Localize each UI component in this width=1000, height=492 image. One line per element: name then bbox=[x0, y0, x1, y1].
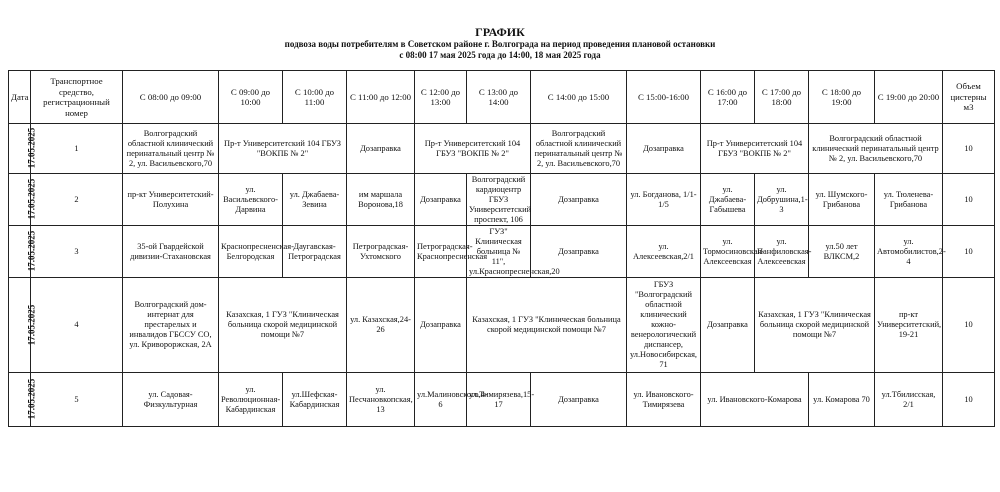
schedule-cell: Казахская, 1 ГУЗ "Клиническая больница скорой медицинской помощи №7 bbox=[755, 278, 875, 373]
vehicle-number-cell: 4 bbox=[31, 278, 123, 373]
schedule-cell: Дозаправка bbox=[531, 373, 627, 427]
schedule-cell: ул. Ивановского-Тимирязева bbox=[627, 373, 701, 427]
schedule-cell: ул. Революционная-Кабардинская bbox=[219, 373, 283, 427]
schedule-cell: Дозаправка bbox=[627, 124, 701, 174]
date-cell: 17.05.2025 bbox=[9, 373, 31, 427]
vehicle-number-cell: 1 bbox=[31, 124, 123, 174]
header-time-1920: С 19:00 до 20:00 bbox=[875, 71, 943, 124]
schedule-cell: ул. Алексеевская,2/1 bbox=[627, 226, 701, 278]
schedule-cell: ул. Панфиловская-Алексеевская bbox=[755, 226, 809, 278]
schedule-cell: Волгоградский областной клинический перинатальный центр № 2, ул. Васильевского,70 bbox=[123, 124, 219, 174]
volume-cell: 10 bbox=[943, 174, 995, 226]
header-time-1314: С 13:00 до 14:00 bbox=[467, 71, 531, 124]
header-date: Дата bbox=[9, 71, 31, 124]
table-row bbox=[9, 124, 995, 174]
table-header-row bbox=[9, 71, 995, 124]
schedule-cell: ул. Комарова 70 bbox=[809, 373, 875, 427]
header-time-0809: С 08:00 до 09:00 bbox=[123, 71, 219, 124]
date-cell: 17.05.2025 bbox=[9, 124, 31, 174]
document-period: с 08:00 17 мая 2025 года до 14:00, 18 мая 2025 года bbox=[399, 50, 601, 60]
schedule-cell: пр-кт Университетский, 19-21 bbox=[875, 278, 943, 373]
schedule-cell: ул. Добрушина,1-3 bbox=[755, 174, 809, 226]
schedule-cell: Дозаправка bbox=[531, 226, 627, 278]
schedule-cell: им маршала Воронова,18 bbox=[347, 174, 415, 226]
schedule-cell: ул.Тимирязева,15-17 bbox=[467, 373, 531, 427]
schedule-cell: ул. Тормосиновская-Алексеевская bbox=[701, 226, 755, 278]
schedule-cell: Петроградская-Ухтомского bbox=[347, 226, 415, 278]
header-time-1213: С 12:00 до 13:00 bbox=[415, 71, 467, 124]
header-time-1112: С 11:00 до 12:00 bbox=[347, 71, 415, 124]
schedule-cell: Дозаправка bbox=[415, 174, 467, 226]
schedule-cell: 35-ой Гвардейской дивизии-Стахановская bbox=[123, 226, 219, 278]
volume-cell: 10 bbox=[943, 226, 995, 278]
schedule-cell: Пр-т Университетский 104 ГБУЗ "ВОКПБ № 2" bbox=[701, 124, 809, 174]
schedule-cell: Волгоградский кардиоцентр ГБУЗ Университетский проспект, 106 bbox=[467, 174, 531, 226]
schedule-cell: ул. Богданова, 1/1-1/5 bbox=[627, 174, 701, 226]
table-row bbox=[9, 226, 995, 278]
schedule-cell: Волгоградский областной клинический перинатальный центр № 2, ул. Васильевского,70 bbox=[531, 124, 627, 174]
schedule-cell: Казахская, 1 ГУЗ "Клиническая больница скорой медицинской помощи №7 bbox=[467, 278, 627, 373]
volume-cell: 10 bbox=[943, 373, 995, 427]
header-time-1011: С 10:00 до 11:00 bbox=[283, 71, 347, 124]
volume-cell: 10 bbox=[943, 124, 995, 174]
header-time-1819: С 18:00 до 19:00 bbox=[809, 71, 875, 124]
schedule-cell: ул. Автомобилистов,2-4 bbox=[875, 226, 943, 278]
header-volume: Объем цистерны м3 bbox=[943, 71, 995, 124]
document-title: ГРАФИК bbox=[475, 25, 525, 39]
schedule-cell: Дозаправка bbox=[415, 278, 467, 373]
header-time-1516: С 15:00-16:00 bbox=[627, 71, 701, 124]
schedule-cell: ул. Казахская,24-26 bbox=[347, 278, 415, 373]
schedule-cell: ул.Тбилисская, 2/1 bbox=[875, 373, 943, 427]
vehicle-number-cell: 3 bbox=[31, 226, 123, 278]
schedule-cell: Петроградская-Краснопресненская bbox=[415, 226, 467, 278]
volume-cell: 10 bbox=[943, 278, 995, 373]
date-cell: 17.05.2025 bbox=[9, 226, 31, 278]
schedule-cell: Дозаправка bbox=[701, 278, 755, 373]
schedule-cell: Краснопресненская-Белгородская bbox=[219, 226, 283, 278]
table-row bbox=[9, 174, 995, 226]
schedule-cell: Пр-т Университетский 104 ГБУЗ "ВОКПБ № 2" bbox=[415, 124, 531, 174]
table-row bbox=[9, 278, 995, 373]
schedule-cell: Пр-т Университетский 104 ГБУЗ "ВОКПБ № 2" bbox=[219, 124, 347, 174]
table-row bbox=[9, 373, 995, 427]
schedule-cell: Дозаправка bbox=[347, 124, 415, 174]
schedule-cell: ул. Васильевского-Дарвина bbox=[219, 174, 283, 226]
header-time-1617: С 16:00 до 17:00 bbox=[701, 71, 755, 124]
schedule-cell: ул. Садовая-Физкультурная bbox=[123, 373, 219, 427]
header-time-1415: С 14:00 до 15:00 bbox=[531, 71, 627, 124]
date-cell: 17.05.2025 bbox=[9, 278, 31, 373]
vehicle-number-cell: 5 bbox=[31, 373, 123, 427]
header-transport: Транспортное средство, регистрационный номер bbox=[31, 71, 123, 124]
header-time-0910: С 09:00 до 10:00 bbox=[219, 71, 283, 124]
schedule-cell: ул. Джабаева-Габышева bbox=[701, 174, 755, 226]
header-time-1718: С 17:00 до 18:00 bbox=[755, 71, 809, 124]
schedule-cell: Волгоградский дом-интернат для престарелых и инвалидов ГБССУ СО, ул. Кривороржская, 2А bbox=[123, 278, 219, 373]
schedule-cell: ул. Песчановкопская, 13 bbox=[347, 373, 415, 427]
schedule-cell: ул. Шумского-Грибанова bbox=[809, 174, 875, 226]
schedule-cell: пр-кт Университетский-Полухина bbox=[123, 174, 219, 226]
schedule-cell: Даугавская-Петроградская bbox=[283, 226, 347, 278]
schedule-cell: ул.Малиновского,4-6 bbox=[415, 373, 467, 427]
schedule-cell: ул.Шефская-Кабардинская bbox=[283, 373, 347, 427]
vehicle-number-cell: 2 bbox=[31, 174, 123, 226]
schedule-cell: Казахская, 1 ГУЗ "Клиническая больница скорой медицинской помощи №7 bbox=[219, 278, 347, 373]
schedule-cell: ул. Джабаева-Зевина bbox=[283, 174, 347, 226]
schedule-table bbox=[8, 70, 995, 427]
document-header bbox=[0, 26, 1000, 61]
schedule-cell: Волгоградский областной клинический перинатальный центр № 2, ул. Васильевского,70 bbox=[809, 124, 943, 174]
schedule-cell: Дозаправка bbox=[531, 174, 627, 226]
schedule-cell: ГУЗ" Клиническая больница № 11", ул.Краснопресненская,20 bbox=[467, 226, 531, 278]
schedule-cell: ул. Тюленева-Грибанова bbox=[875, 174, 943, 226]
schedule-cell: ул. Ивановского-Комарова bbox=[701, 373, 809, 427]
schedule-cell: ул.50 лет ВЛКСМ,2 bbox=[809, 226, 875, 278]
schedule-cell: ГБУЗ "Волгоградский областной клинический кожно-венерологический диспансер, ул.Новосибирская, 71 bbox=[627, 278, 701, 373]
document-subtitle: подвоза воды потребителям в Советском районе г. Волгограда на период проведения плановой остановки bbox=[284, 39, 716, 49]
date-cell: 17.05.2025 bbox=[9, 174, 31, 226]
